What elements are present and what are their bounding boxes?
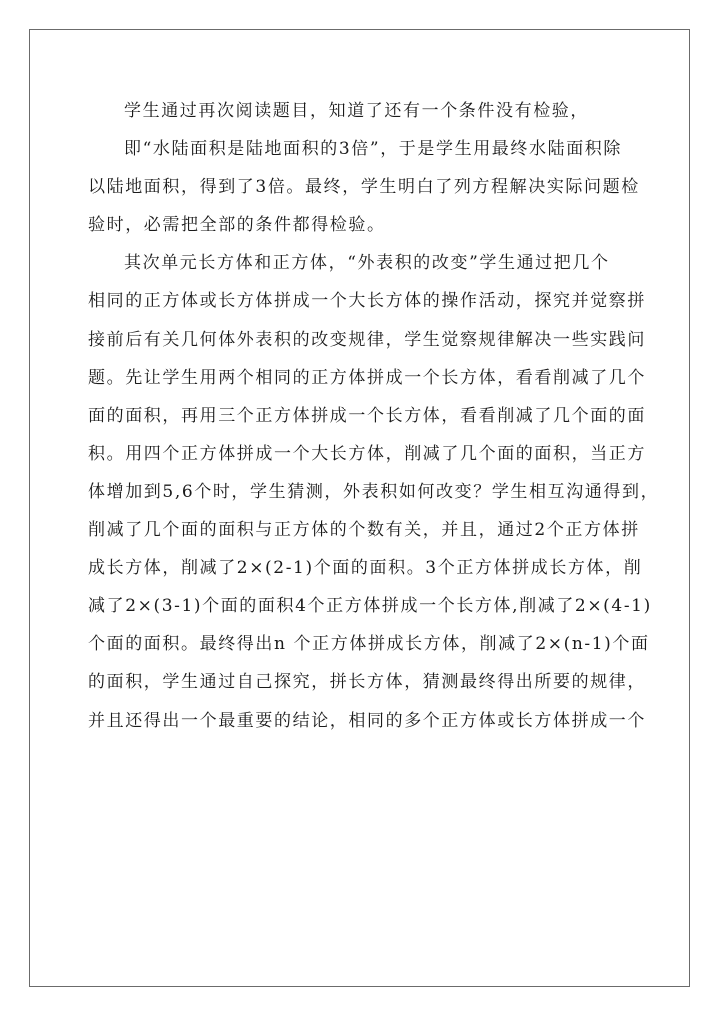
text-line: 以陆地面积，得到了3倍。最终，学生明白了列方程解决实际问题检 bbox=[88, 177, 640, 198]
text-line: 减了2×(3-1)个面的面积4个正方体拼成一个长方体,削减了2×(4-1) bbox=[88, 596, 652, 617]
text-line: 学生通过再次阅读题目，知道了还有一个条件没有检验， bbox=[124, 101, 589, 121]
document-body bbox=[88, 92, 660, 740]
text-line: 验时，必需把全部的条件都得检验。 bbox=[88, 215, 386, 236]
text-line: 成长方体，削减了2×(2-1)个面的面积。3个正方体拼成长方体，削 bbox=[88, 558, 643, 579]
text-line: 积。用四个正方体拼成一个大长方体，削减了几个面的面积，当正方 bbox=[88, 443, 646, 464]
text-line: 面的面积，再用三个正方体拼成一个长方体，看看削减了几个面的面 bbox=[88, 405, 646, 426]
text-line: 即“水陆面积是陆地面积的3倍”，于是学生用最终水陆面积除 bbox=[124, 139, 622, 160]
text-line: 其次单元长方体和正方体，“外表积的改变”学生通过把几个 bbox=[124, 253, 610, 274]
text-line: 接前后有关几何体外表积的改变规律，学生觉察规律解决一些实践问 bbox=[88, 329, 646, 350]
text-line: 个面的面积。最终得出n 个正方体拼成长方体，削减了2×(n-1)个面 bbox=[88, 634, 650, 655]
text-line: 题。先让学生用两个相同的正方体拼成一个长方体，看看削减了几个 bbox=[88, 367, 646, 388]
text-line: 体增加到5,6个时，学生猜测，外表积如何改变？学生相互沟通得到， bbox=[88, 481, 660, 502]
text-line: 相同的正方体或长方体拼成一个大长方体的操作活动，探究并觉察拼 bbox=[88, 291, 646, 312]
text-line: 并且还得出一个最重要的结论，相同的多个正方体或长方体拼成一个 bbox=[88, 710, 646, 731]
text-line: 削减了几个面的面积与正方体的个数有关，并且，通过2个正方体拼 bbox=[88, 520, 640, 541]
text-line: 的面积，学生通过自己探究，拼长方体，猜测最终得出所要的规律， bbox=[88, 672, 646, 693]
